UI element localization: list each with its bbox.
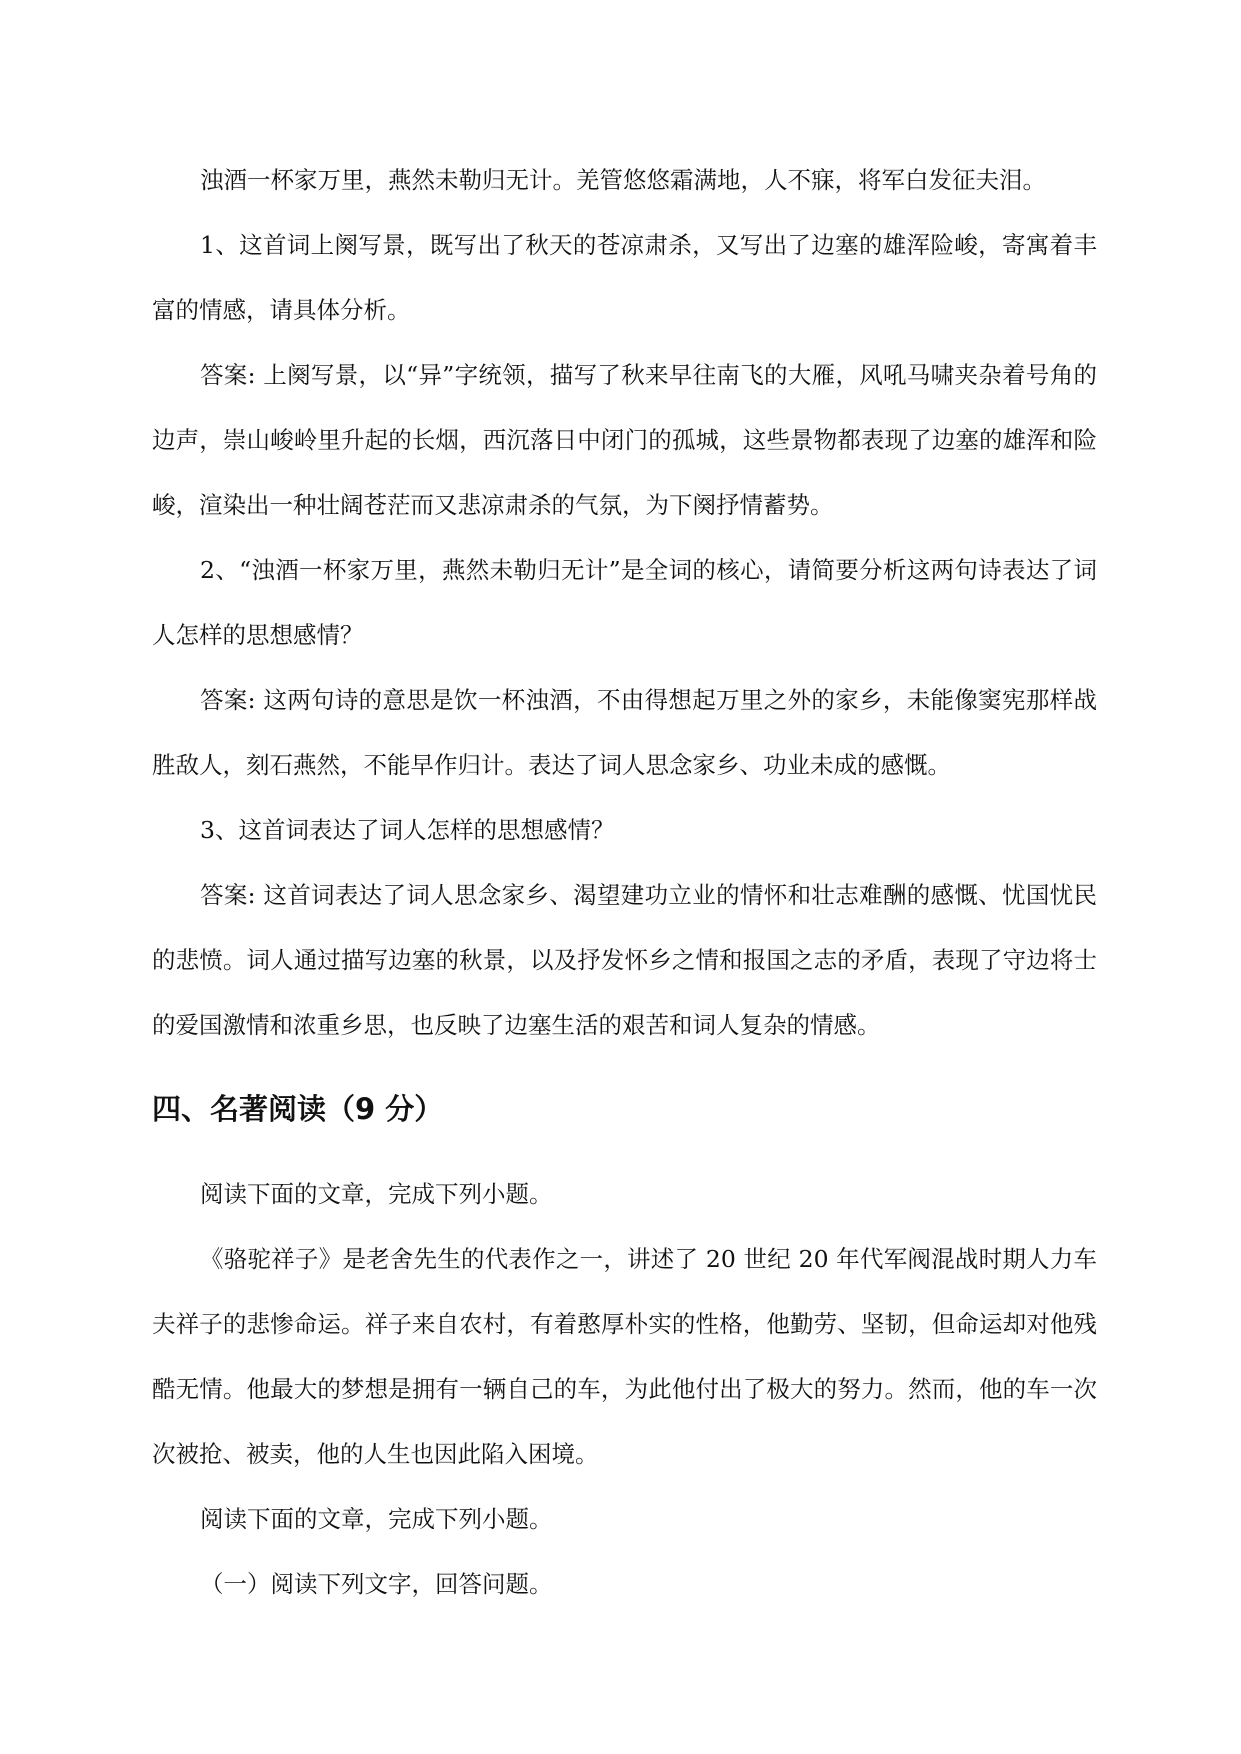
subsection-heading: （一）阅读下列文字，回答问题。 — [200, 1570, 553, 1598]
question-2: 2、“浊酒一杯家万里，燕然未勒归无计”是全词的核心，请简要分析这两句诗表达了词人怎样的思想感情？ — [152, 556, 1097, 649]
reading-passage: 《骆驼祥子》是老舍先生的代表作之一，讲述了 20 世纪 20 年代军阀混战时期人力车夫祥子的悲惨命运。祥子来自农村，有着憨厚朴实的性格，他勤劳、坚韧，但命运却对他残酷无情。他最大的梦想是拥有一辆自己的车，为此他付出了极大的努力。然而，他的车一次次被抢、被卖，他的人生也因此陷入困境。 — [152, 1245, 1097, 1468]
question-3: 3、这首词表达了词人怎样的思想感情？ — [200, 816, 615, 844]
reading-instruction: 阅读下面的文章，完成下列小题。 — [200, 1180, 553, 1208]
document-page — [152, 148, 1097, 1617]
reading-instruction-2: 阅读下面的文章，完成下列小题。 — [200, 1505, 553, 1533]
poem-line: 浊酒一杯家万里，燕然未勒归无计。羌管悠悠霜满地，人不寐，将军白发征夫泪。 — [200, 166, 1046, 194]
answer-1: 答案: 上阕写景，以“异”字统领，描写了秋来早往南飞的大雁，风吼马啸夹杂着号角的边声，崇山峻岭里升起的长烟，西沉落日中闭门的孤城，这些景物都表现了边塞的雄浑和险峻，渲染出一种壮阔苍茫而又悲凉肃杀的气氛，为下阕抒情蓄势。 — [152, 361, 1097, 519]
answer-3: 答案: 这首词表达了词人思念家乡、渴望建功立业的情怀和壮志难酬的感慨、忧国忧民的悲愤。词人通过描写边塞的秋景，以及抒发怀乡之情和报国之志的矛盾，表现了守边将士的爱国激情和浓重乡思，也反映了边塞生活的艰苦和词人复杂的情感。 — [152, 881, 1097, 1039]
section-title: 四、名著阅读（9 分） — [152, 1092, 444, 1126]
question-1: 1、这首词上阕写景，既写出了秋天的苍凉肃杀，又写出了边塞的雄浑险峻，寄寓着丰富的情感，请具体分析。 — [152, 231, 1097, 324]
answer-2: 答案: 这两句诗的意思是饮一杯浊酒，不由得想起万里之外的家乡，未能像窦宪那样战胜敌人，刻石燕然，不能早作归计。表达了词人思念家乡、功业未成的感慨。 — [152, 686, 1097, 779]
